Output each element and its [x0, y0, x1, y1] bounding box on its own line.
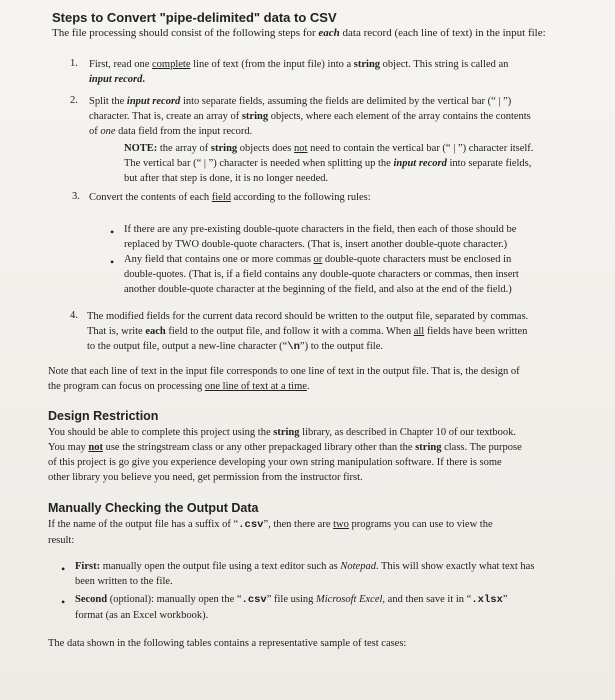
step-3-rule-1: If there are any pre-existing double-quote characters in the field, then each of those should be replaced by TWO double-quote characters. (That is, insert another double-quote character.)	[124, 224, 517, 250]
manual-check-text: If the name of the output file has a suffix of “.csv”, then there are two programs you can use to view the result:	[48, 519, 493, 546]
step-3-number: 3.	[72, 191, 80, 202]
step-2-text: Split the input record into separate fields, assuming the fields are delimited by the vertical bar (“ | ”) character. That is, create an array of string objects, where each element of the array contains the contents of one data field from the input record.	[89, 96, 531, 137]
document-title: Steps to Convert "pipe-delimited" data to CSV	[52, 10, 337, 25]
step-4-number: 4.	[70, 310, 78, 321]
bullet-icon: •	[110, 255, 115, 269]
intro-text: The file processing should consist of the following steps for each data record (each line of text) in the input file:	[52, 27, 546, 39]
design-restriction-heading: Design Restriction	[48, 409, 159, 423]
final-line: The data shown in the following tables contains a representative sample of test cases:	[48, 638, 407, 649]
manual-check-heading: Manually Checking the Output Data	[48, 501, 259, 515]
bullet-icon: •	[61, 595, 66, 609]
step-3-rule-2: Any field that contains one or more commas or double-quote characters must be enclosed in double-quotes. (That is, if a field contains any double-quote characters or commas, then insert another double-quote character at the beginning of the field, and also at the end of the field.)	[124, 254, 519, 295]
bullet-icon: •	[61, 562, 66, 576]
design-restriction-text: You should be able to complete this project using the string library, as described in Chapter 10 of our textbook. You may not use the stringstream class or any other prepackaged library other than the string class. The purpose of this project is go give you experience developing your own string manipulation software. If there is some other library you believe you need, get permission from the instructor first.	[48, 427, 522, 483]
step-4-text: The modified fields for the current data record should be written to the output file, separated by commas. That is, write each field to the output file, and follow it with a comma. When all fields have been written to the output file, output a new-line character (“\n”) to the output file.	[87, 311, 529, 353]
manual-check-first: First: manually open the output file using a text editor such as Notepad. This will show exactly what text has been written to the file.	[75, 561, 535, 587]
step-1-number: 1.	[70, 58, 78, 69]
step-2-number: 2.	[70, 95, 78, 106]
step-1-text: First, read one complete line of text (from the input file) into a string object. This string is called an input record.	[89, 59, 509, 85]
bullet-icon: •	[110, 225, 115, 239]
note-paragraph: Note that each line of text in the input file corresponds to one line of text in the output file. That is, the design of the program can focus on processing one line of text at a time.	[48, 366, 520, 392]
step-2-note: NOTE: the array of string objects does not need to contain the vertical bar (“ | ”) character itself. The vertical bar (“ | ”) character is needed when splitting up the input record into separate fields, but after that step is done, it is no longer needed.	[124, 143, 534, 184]
step-3-text: Convert the contents of each field according to the following rules:	[89, 192, 371, 203]
manual-check-second: Second (optional): manually open the “.csv” file using Microsoft Excel, and then save it in “.xlsx” format (as an Excel workbook).	[75, 594, 508, 621]
